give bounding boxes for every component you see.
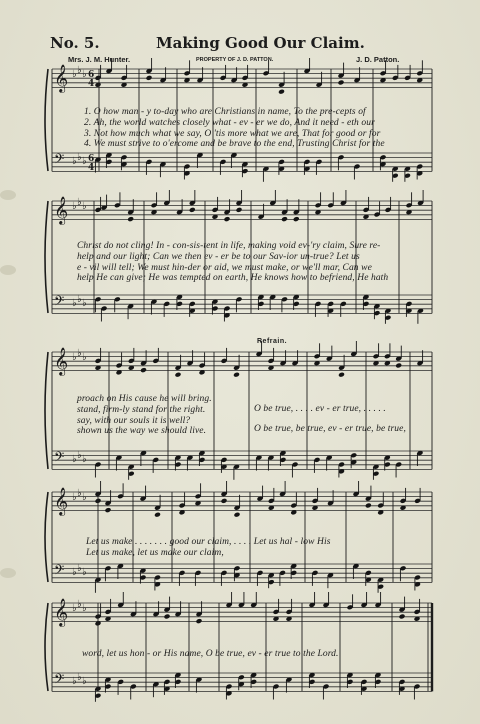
lyric-line: stand, firm-ly stand for the right. [77, 404, 206, 415]
flat-icon: ♭ [77, 294, 82, 305]
notehead [146, 75, 153, 81]
flat-icon: ♭ [77, 450, 82, 461]
lyricist-credit: Mrs. J. M. Hunter. [68, 55, 131, 64]
bass-clef-icon: 𝄢 [54, 449, 65, 468]
notehead [127, 216, 134, 222]
notehead [221, 498, 228, 504]
treble-clef-icon: 𝄞 [54, 196, 69, 224]
notehead [105, 507, 112, 513]
system-brace [45, 603, 48, 691]
flat-icon: ♭ [82, 676, 87, 687]
lyrics-system-2 [77, 241, 388, 284]
flat-icon: ♭ [72, 454, 77, 465]
flat-icon: ♭ [77, 65, 82, 76]
hymn-title: Making Good Our Claim. [156, 34, 365, 52]
flat-icon: ♭ [77, 563, 82, 574]
lyric-line: word, let us hon - or His name, O be true, ev - er true to the Lord. [82, 649, 339, 659]
lyric-line: Let us make . . . . . . . good our claim, . . . . Let us hal - low His [86, 537, 331, 547]
flat-icon: ♭ [72, 352, 77, 363]
lyrics-system-4 [86, 537, 331, 559]
lyrics-system-5 [82, 649, 339, 660]
flat-icon: ♭ [82, 352, 87, 363]
flat-icon: ♭ [72, 298, 77, 309]
flat-icon: ♭ [77, 348, 82, 359]
treble-clef-icon: 𝄞 [54, 64, 69, 92]
notehead [140, 367, 147, 373]
property-notice: PROPERTY OF J. D. PATTON. [196, 57, 274, 63]
hymn-number: No. 5. [50, 34, 100, 52]
flat-icon: ♭ [72, 201, 77, 212]
lyric-line: Christ do not cling! In - con-sis-tent in life, making void ev-'ry claim, Sure re- [77, 241, 381, 251]
flat-icon: ♭ [72, 567, 77, 578]
lyrics-system-3-verses [77, 394, 212, 437]
flat-icon: ♭ [77, 197, 82, 208]
flat-icon: ♭ [82, 156, 87, 167]
system-brace [45, 201, 48, 313]
notehead [224, 216, 231, 222]
notehead [234, 512, 241, 518]
lyric-line: shown us the way we should live. [77, 426, 207, 437]
flat-icon: ♭ [72, 603, 77, 614]
notehead [338, 372, 345, 378]
flat-icon: ♭ [82, 454, 87, 465]
notehead [164, 614, 171, 620]
lyrics-system-3-refrain [254, 404, 406, 435]
notehead [189, 207, 196, 213]
flat-icon: ♭ [72, 676, 77, 687]
treble-clef-icon: 𝄞 [54, 347, 69, 375]
notehead [278, 89, 285, 95]
notehead [338, 80, 345, 86]
flat-icon: ♭ [77, 599, 82, 610]
lyric-line: help He can give; He was tempted on earth, He knows how to befriend, He hath [77, 273, 389, 284]
flat-icon: ♭ [82, 298, 87, 309]
time-signature: 4 [88, 79, 95, 89]
lyric-line: 2. Ah, the world watches closely what - ev - er we do, And it need - eth our [84, 117, 375, 128]
composer-credit: J. D. Patton. [356, 55, 400, 64]
refrain-label: Refrain. [257, 338, 288, 345]
system-brace [45, 352, 48, 469]
notehead [233, 372, 240, 378]
bass-clef-icon: 𝄢 [54, 293, 65, 312]
lyric-line: 1. O how man - y to-day who are Christians in name, To the pre-cepts of [84, 107, 366, 117]
lyric-line: O be true, . . . . ev - er true, . . . . . [254, 404, 386, 414]
notehead [154, 512, 161, 518]
time-signature: 6 [88, 70, 95, 80]
flat-icon: ♭ [72, 156, 77, 167]
bass-clef-icon: 𝄢 [54, 562, 65, 581]
notehead [395, 363, 402, 369]
treble-clef-icon: 𝄞 [54, 487, 69, 515]
lyric-line: O be true, be true, ev - er true, be true, [254, 424, 406, 435]
notehead [399, 614, 406, 620]
notehead [293, 216, 300, 222]
flat-icon: ♭ [77, 672, 82, 683]
notehead [365, 503, 372, 509]
lyric-line: e - vil will tell; We must hin-der or aid, we must make, or we'll mar, Can we [77, 262, 372, 273]
lyrics-system-1 [84, 107, 385, 150]
flat-icon: ♭ [82, 69, 87, 80]
notehead [236, 207, 243, 213]
flat-icon: ♭ [82, 492, 87, 503]
flat-icon: ♭ [72, 69, 77, 80]
system-brace [45, 69, 48, 171]
bass-clef-icon: 𝄢 [54, 671, 65, 690]
time-signature: 6 [88, 154, 95, 164]
flat-icon: ♭ [82, 567, 87, 578]
lyric-line: say, with our souls it is well? [77, 415, 191, 426]
bass-clef-icon: 𝄢 [54, 151, 65, 170]
flat-icon: ♭ [77, 152, 82, 163]
lyric-line: proach on His cause he will bring. [77, 394, 212, 404]
flat-icon: ♭ [72, 492, 77, 503]
time-signature: 4 [88, 163, 95, 173]
notehead [196, 618, 203, 624]
lyric-line: 3. Not how much what we say, O 'tis more what we are, That for good or for [84, 128, 381, 139]
lyric-line: 4. We must strive to o'ercome and be brave to the end, Trusting Christ for the [84, 139, 385, 150]
flat-icon: ♭ [82, 603, 87, 614]
notehead [175, 372, 182, 378]
lyric-line: Let us make, let us make our claim, [86, 547, 224, 558]
lyric-line: help and our light; Can we then ev - er be to our Sav-ior un-true? Let us [77, 251, 360, 262]
flat-icon: ♭ [82, 201, 87, 212]
treble-clef-icon: 𝄞 [54, 598, 69, 626]
notehead [281, 216, 288, 222]
flat-icon: ♭ [77, 488, 82, 499]
system-brace [45, 492, 48, 582]
